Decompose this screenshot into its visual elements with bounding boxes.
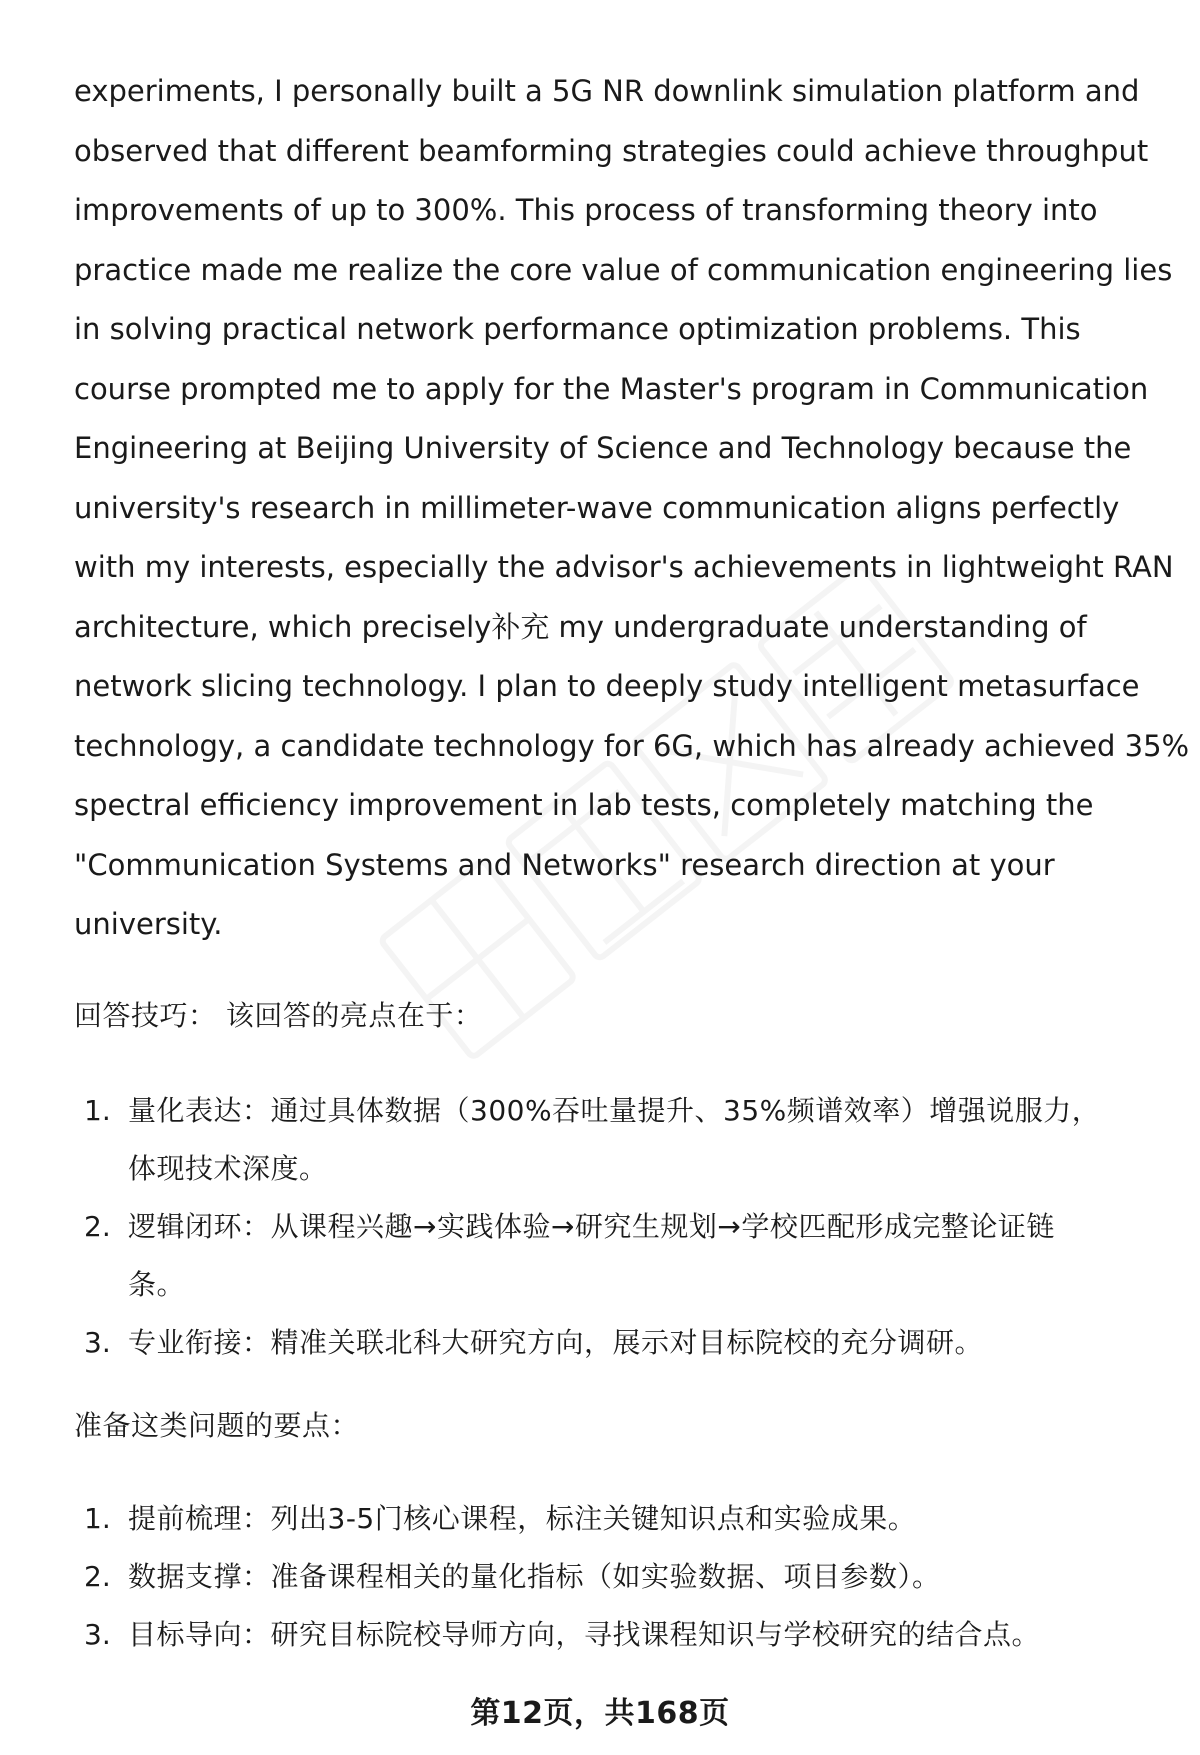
paragraph-line: spectral efficiency improvement in lab tests, completely matching the [74, 788, 1094, 822]
list-item-text: 提前梳理：列出3-5门核心课程，标注关键知识点和实验成果。 [128, 1502, 917, 1535]
prep-list [74, 1490, 1134, 1664]
list-item [74, 1198, 1134, 1314]
body-paragraph [74, 62, 1190, 955]
list-item-text: 数据支撑：准备课程相关的量化指标（如实验数据、项目参数）。 [128, 1560, 941, 1593]
tips-heading: 回答技巧： 该回答的亮点在于： [74, 999, 483, 1032]
paragraph-line: technology, a candidate technology for 6G, which has already achieved 35% [74, 728, 1190, 763]
tips-list [74, 1082, 1134, 1372]
paragraph-line: network slicing technology. I plan to deeply study intelligent metasurface [74, 669, 1140, 703]
paragraph-line: "Communication Systems and Networks" research direction at your [74, 847, 1055, 882]
list-item-text: 体现技术深度。 [128, 1152, 328, 1185]
paragraph-line: experiments, I personally built a 5G NR downlink simulation platform and [74, 74, 1140, 108]
list-item-number: 2. [84, 1560, 111, 1593]
paragraph-line: improvements of up to 300%. This process of transforming theory into [74, 193, 1098, 227]
paragraph-line: Engineering at Beijing University of Science and Technology because the [74, 431, 1132, 465]
paragraph-line: architecture, which precisely补充 my undergraduate understanding of [74, 609, 1087, 644]
list-item-number: 2. [84, 1210, 111, 1243]
list-item-text: 目标导向：研究目标院校导师方向，寻找课程知识与学校研究的结合点。 [128, 1618, 1041, 1651]
list-item [74, 1314, 1134, 1372]
paragraph-line: with my interests, especially the advisor's achievements in lightweight RAN [74, 550, 1174, 584]
paragraph-line: course prompted me to apply for the Master's program in Communication [74, 371, 1149, 406]
list-item [74, 1490, 1134, 1548]
list-item [74, 1606, 1134, 1664]
paragraph-line: observed that different beamforming strategies could achieve throughput [74, 133, 1149, 168]
list-item-number: 1. [84, 1094, 111, 1127]
list-item [74, 1548, 1134, 1606]
paragraph-line: university. [74, 907, 223, 941]
list-item-text: 逻辑闭环：从课程兴趣→实践体验→研究生规划→学校匹配形成完整论证链 [128, 1210, 1055, 1243]
paragraph-line: university's research in millimeter-wave communication aligns perfectly [74, 490, 1120, 525]
page-number-footer: 第12页，共168页 [470, 1696, 730, 1731]
prep-heading: 准备这类问题的要点： [74, 1409, 360, 1442]
list-item-text: 专业衔接：精准关联北科大研究方向，展示对目标院校的充分调研。 [128, 1326, 984, 1359]
list-item-text: 量化表达：通过具体数据（300%吞吐量提升、35%频谱效率）增强说服力， [128, 1094, 1101, 1127]
list-item-number: 3. [84, 1618, 111, 1651]
paragraph-line: in solving practical network performance optimization problems. This [74, 312, 1081, 346]
list-item-text: 条。 [128, 1268, 186, 1301]
list-item-number: 3. [84, 1326, 111, 1359]
list-item-number: 1. [84, 1502, 111, 1535]
paragraph-line: practice made me realize the core value of communication engineering lies [74, 252, 1173, 287]
list-item [74, 1082, 1134, 1198]
